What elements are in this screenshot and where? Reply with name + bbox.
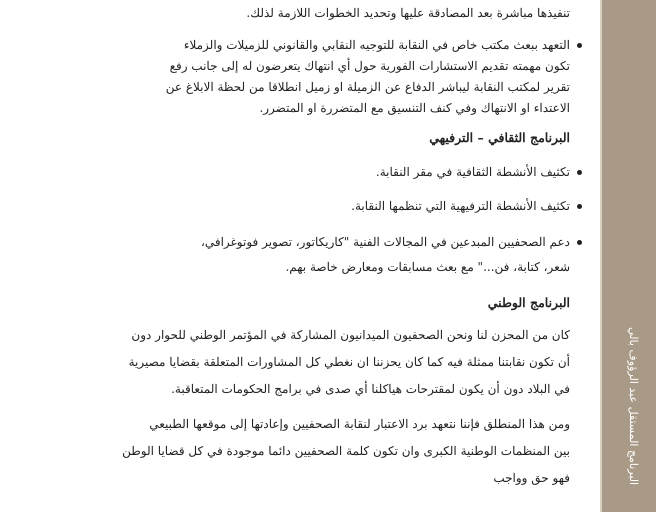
text-line: دعم الصحفيين المبدعين في المجالات الفنية "كاريكاتور، تصوير فوتوغرافي،: [200, 235, 570, 249]
text-line: في البلاد دون أن يكون لمقترحات هياكلنا أي صدى في برامج الحكومات المتعاقبة.: [171, 382, 570, 396]
text-line: الاعتداء او الانتهاك وفي كنف التنسيق مع المتضررة او المتضرر.: [259, 101, 570, 115]
sidebar-caption: البرنامج المستقل عبد الرؤوف بالي: [627, 326, 640, 485]
bullet-icon: [577, 43, 582, 48]
text-line: بين المنظمات الوطنية الكبرى وان تكون كلمة الصحفيين دائما موجودة في كل قضايا الوطن: [122, 444, 570, 458]
text-line: تكون مهمته تقديم الاستشارات الفورية حول أي انتهاك يتعرضون له إلى جانب رفع: [169, 59, 570, 73]
bullet-icon: [577, 170, 582, 175]
text-line: تكثيف الأنشطة الثقافية في مقر النقابة.: [375, 165, 570, 179]
text-line: تقرير لمكتب النقابة ليباشر الدفاع عن الزميلة او زميل انطلاقا من لحظة الابلاغ عن: [165, 80, 570, 94]
text-line: أن تكون نقابتنا ممثلة فيه كما كان يحزننا ان نغطي كل المشاورات المتعلقة بقضايا مصيرية: [128, 355, 570, 369]
text-line: تكثيف الأنشطة الترفيهية التي تنظمها النقابة.: [351, 199, 570, 213]
text-line: ومن هذا المنطلق فإننا نتعهد برد الاعتبار لنقابة الصحفيين وإعادتها إلى موقعها الطبيعي: [149, 417, 570, 431]
document-sidebar: [590, 0, 664, 512]
text-line: فهو حق وواجب: [493, 471, 570, 485]
bullet-continued-line: تنفيذها مباشرة بعد المصادقة عليها وتحديد الخطوات اللازمة لذلك.: [246, 6, 570, 20]
text-line: شعر، كتابة، فن..." مع بعث مسابقات ومعارض خاصة بهم.: [285, 260, 570, 274]
section-heading-national: البرنامج الوطني: [487, 295, 570, 310]
text-line: كان من المحزن لنا ونحن الصحفيون الميدانيون المشاركة في المؤتمر الوطني للحوار دون: [131, 328, 570, 342]
bullet-icon: [577, 204, 582, 209]
section-heading-cultural: البرنامج الثقافي – الترفيهي: [429, 130, 570, 145]
bullet-icon: [577, 240, 582, 245]
text-line: التعهد ببعث مكتب خاص في النقابة للتوجيه النقابي والقانوني للزميلات والزملاء: [183, 38, 570, 52]
